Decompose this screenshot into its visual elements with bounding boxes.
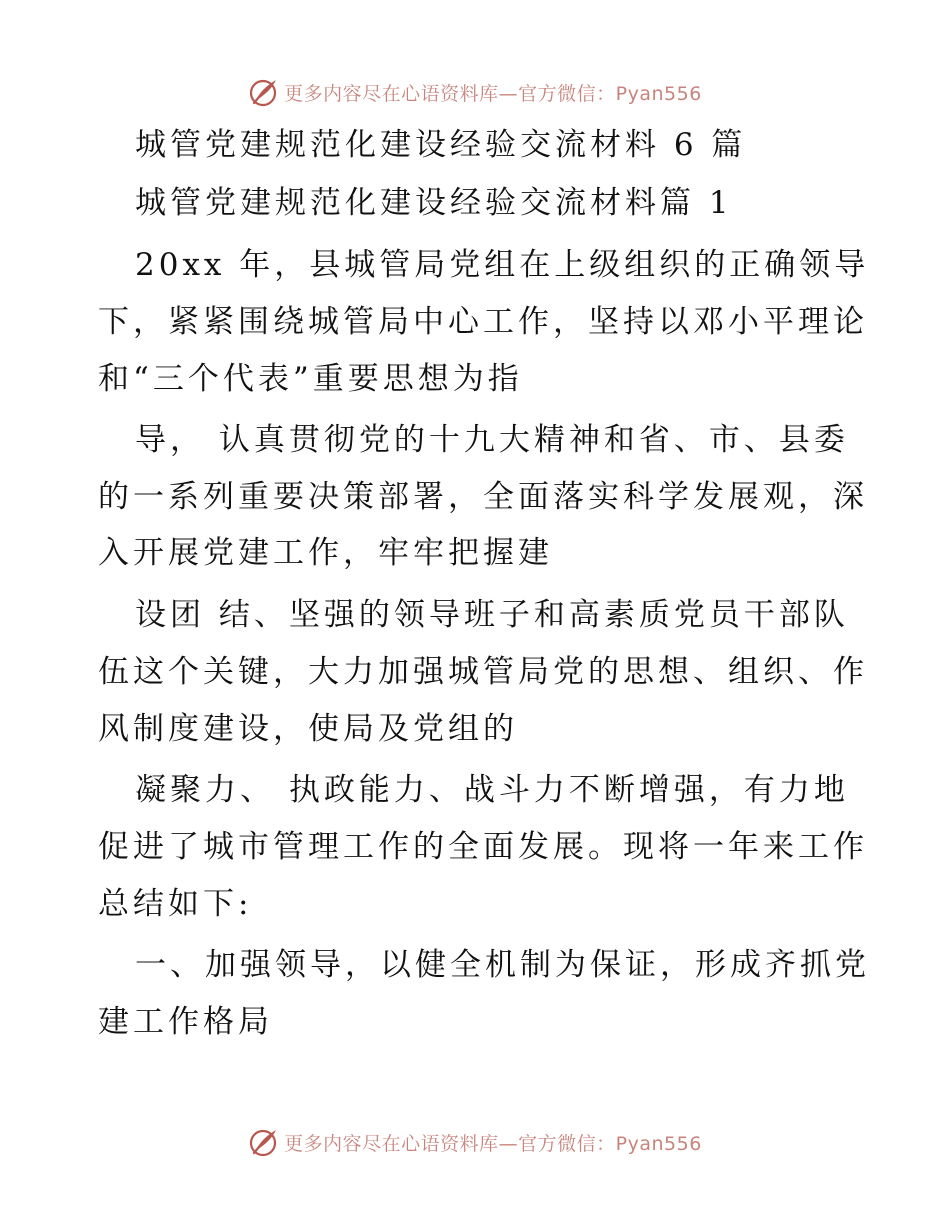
- document-title: 城管党建规范化建设经验交流材料 6 篇: [135, 127, 747, 163]
- watermark-text: 更多内容尽在心语资料库—官方微信：Pyan556: [284, 82, 702, 105]
- paragraph-line: 伍这个关键，大力加强城管局党的思想、组织、作: [98, 654, 868, 690]
- quill-pen-logo-icon: [248, 1126, 280, 1158]
- header-watermark: [0, 72, 950, 112]
- quill-pen-logo-icon: [248, 76, 280, 108]
- paragraph-line: 的一系列重要决策部署，全面落实科学发展观，深: [98, 479, 868, 515]
- paragraph-line: 促进了城市管理工作的全面发展。现将一年来工作: [98, 829, 868, 865]
- watermark-text: 更多内容尽在心语资料库—官方微信：Pyan556: [284, 1132, 702, 1155]
- paragraph-line: 和“三个代表”重要思想为指: [98, 361, 523, 397]
- paragraph-line: 下，紧紧围绕城管局中心工作，坚持以邓小平理论: [98, 304, 868, 340]
- paragraph-line: 导， 认真贯彻党的十九大精神和省、市、县委: [135, 422, 849, 458]
- paragraph-line: 建工作格局: [98, 1004, 273, 1040]
- paragraph-line: 20xx 年，县城管局党组在上级组织的正确领导: [135, 247, 870, 283]
- paragraph-line: 设团 结、坚强的领导班子和高素质党员干部队: [135, 597, 849, 633]
- paragraph-line: 总结如下:: [98, 886, 253, 922]
- footer-watermark: [0, 1122, 950, 1162]
- paragraph-line: 风制度建设，使局及党组的: [98, 711, 518, 747]
- section-heading: 城管党建规范化建设经验交流材料篇 1: [135, 185, 733, 221]
- paragraph-line: 入开展党建工作，牢牢把握建: [98, 535, 553, 571]
- paragraph-line: 凝聚力、 执政能力、战斗力不断增强，有力地: [135, 772, 849, 808]
- paragraph-line: 一、加强领导，以健全机制为保证，形成齐抓党: [135, 947, 870, 983]
